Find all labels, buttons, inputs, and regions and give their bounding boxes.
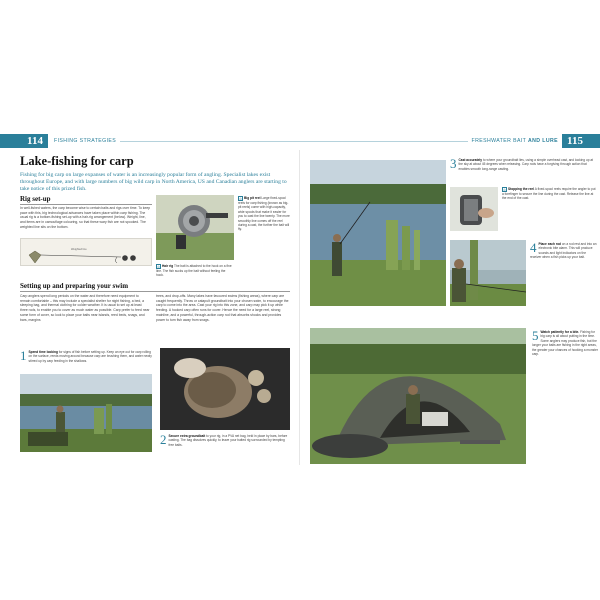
rig-setup-heading: Rig set-up [20,195,51,203]
swim-heading: Setting up and preparing your swim [20,282,129,290]
pva-bag-photo [160,348,290,430]
stopping-reel-caption [502,187,598,201]
stopping-reel-photo [450,187,498,231]
intro-paragraph: Fishing for big carp on large expanses of water is an increasingly popular form of angling. Specialist lakes exist throughout Europe, and with large numbers of big wild carp in North America, US and Canadian anglers are starting to take notice of this prized fish. [20,172,287,192]
big-pit-reel-photo [156,195,234,260]
swim-body-col1: Carp anglers spend long periods on the water and therefore need equipment to remain comfortable – this may include a specialist shelter for night fishing, a bed, a sleeping bag, and thermal clothing for colder weather. It is usual to set up at least three rods, to enable you to cover as much water as possible. Carp prefer to feed near some form of cover, so look to place your baits near islands, reed beds, snags, and bars, margins [20,294,150,322]
caption-text: Large fixed-spool reels for carp fishing (known as big-pit reels) come with high-capacity, wide spools that make it easier for you to cast the line twenty. The more smoothly line comes off the reel during a cast, the further the bait will fly. [238,196,290,232]
step-number: 5 [532,328,539,343]
hair-rig-caption [156,264,234,278]
right-running-head-suffix: AND LURE [527,138,558,144]
step-5 [532,330,598,356]
swim-section [20,282,290,292]
caption-text: A fixed-spool reels require the angler to put a forefinger to secure the line during the cast. Release the line at the end of the cast. [502,187,596,201]
angler-lakeside-photo [20,374,152,452]
swim-body-col2: trees, and drop-offs. Many lakes have favoured swims (fishing areas), where carp are caught frequently. Throw or catapult groundbait into your chosen swim, to encourage the carp to come into the area. Cast your rig into this zone, and carp may pick it up while feeding. A hooked carp often runs for cover. Hence the need for a large reel, strong mainline, and a powerful, through-action carp rod that absorbs shocks and provides power to turn fish away from snags. [156,294,289,322]
step-title: Watch patiently for a bite. [540,330,580,334]
step-title: Secure extra groundbait [168,434,206,438]
step-number: 1 [20,348,27,363]
header-bar-left [0,134,22,148]
casting-angler-photo [310,160,446,306]
right-running-head-prefix: FRESHWATER BAIT [471,138,527,144]
step-title: Place each rod [538,242,562,246]
step-text: Fishing for big carp is all about putting in the time. Some anglers may produce fish, but the longer your baits are fishing in the right areas, the greater your chances of hooking a monster carp. [532,330,598,357]
left-running-header [0,134,300,148]
caption-label: Big pit reel [244,196,261,200]
left-page-number: 114 [22,134,48,148]
right-page [310,152,600,464]
caption-text: The bait is attached to the hook on a fine line. The fish sucks up the bait without feeling the hook. [156,264,232,278]
step-text: on a rod rest and into an electronic bite alarm. This will produce sounds and light indicators on the receiver when a fish picks up your bait. [530,242,597,260]
header-rule-left [120,141,300,142]
step-4 [530,242,598,260]
left-page [20,152,290,464]
rig-diagram-svg [21,239,153,267]
book-spread [0,130,600,467]
right-page-number: 115 [562,134,588,148]
header-bar-right [588,134,600,148]
hair-rig-diagram [20,238,152,266]
section-rule [20,204,152,205]
right-running-head [468,138,562,144]
bivvy-shelter-photo [310,328,526,464]
step-number: 3 [450,156,457,171]
big-pit-reel-caption [238,196,290,232]
rig-setup-body: In well-fished waters, the carp become wise to certain baits and rigs over time. To keep pace with this, big technological advances have taken place within carp fishing. The usual rig is a bottom-fishing set-up with a hair-rig arrangement (below). Weight, line, and items are in camouflage colouring, so that these wary fish are not spooked. The weighted line sits on the bottom. [20,206,151,229]
step-title: Spend time looking [28,350,58,354]
caption-label: Hair rig [162,264,174,268]
right-running-header [300,134,600,148]
header-rule-right [300,141,468,142]
page-gutter [299,150,300,465]
step-number: 2 [160,432,167,447]
step-title: Cast accurately [458,158,483,162]
rig-setup-section [20,195,152,230]
step-text: for signs of fish before setting up. Keep an eye out for carp rolling on the surface, reeds moving around because carp are brushing them, and water newly stirred up by carp feeding in the shallows. [28,350,152,363]
diagram-label: Weighted line [71,248,87,251]
page-title: Lake-fishing for carp [20,154,134,168]
step-text: to your rig, in a PVA net bag, held in place by bars, before casting. The bag dissolves quickly, to leave your baited rig surrounded by tempting free baits. [168,434,288,447]
left-running-head: FISHING STRATEGIES [54,138,117,144]
step-2 [160,434,290,447]
caption-badge-icon: ◎ [239,197,243,201]
rod-rest-photo [450,240,526,306]
section-rule [20,291,290,292]
step-1 [20,350,152,363]
caption-badge-icon: ◎ [157,265,161,269]
caption-label: Stopping the reel [508,187,535,191]
step-text: to where your groundbait lies, using a simple overhead cast, and looking up at the sky at about 45 degrees when releasing. Carp rods have a forgiving through action that enables smooth long-range casting. [458,158,594,171]
step-number: 4 [530,240,537,255]
caption-badge-icon: ◎ [503,188,507,192]
step-3 [450,158,598,171]
